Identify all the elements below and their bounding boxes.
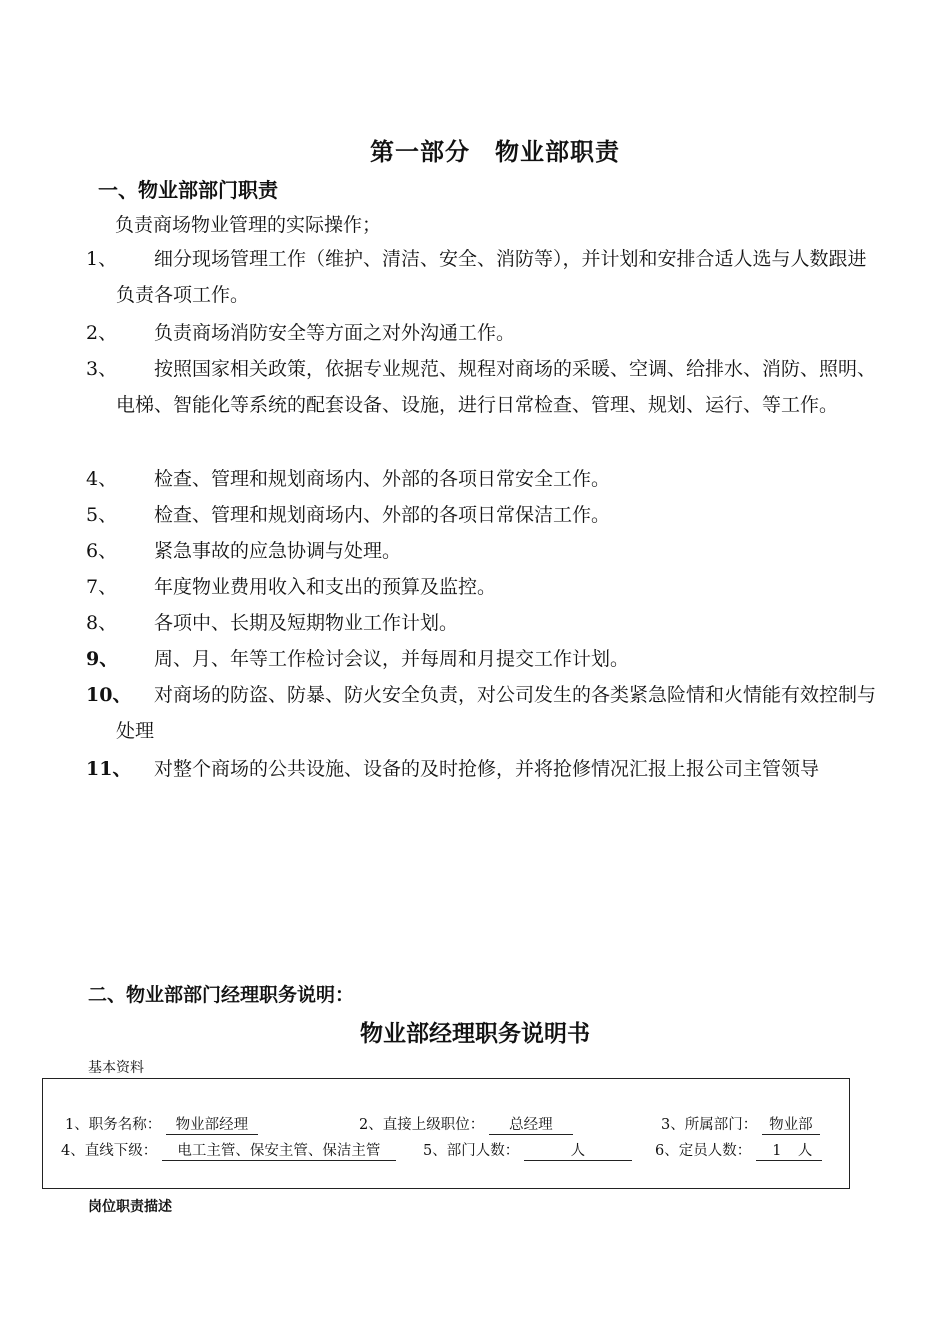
item-number: 11、 bbox=[86, 758, 132, 780]
part-title: 第一部分 物业部职责 bbox=[370, 137, 620, 166]
list-item bbox=[86, 461, 876, 497]
field-label: 5、部门人数： bbox=[423, 1143, 520, 1159]
item-text: 负责商场消防安全等方面之对外沟通工作。 bbox=[154, 322, 516, 344]
field-value: 物业部 bbox=[762, 1117, 820, 1135]
section1-intro: 负责商场物业管理的实际操作； bbox=[115, 214, 382, 236]
field-label: 6、定员人数： bbox=[655, 1143, 752, 1159]
item-number: 6、 bbox=[86, 540, 118, 562]
field-direct-superior bbox=[359, 1113, 573, 1135]
item-text: 按照国家相关政策，依据专业规范、规程对商场的采暖、空调、给排水、消防、照明、电梯、智能化等系统的配套设备、设施，进行日常检查、管理、规划、运行、等工作。 bbox=[116, 358, 877, 416]
item-number: 7、 bbox=[86, 576, 118, 598]
list-item bbox=[86, 351, 876, 423]
field-label: 4、直线下级： bbox=[61, 1143, 158, 1159]
quota-number: 1 bbox=[772, 1143, 782, 1159]
field-value: 人 bbox=[524, 1143, 632, 1161]
duties-label: 岗位职责描述 bbox=[88, 1199, 172, 1215]
section1-heading: 一、物业部部门职责 bbox=[98, 178, 278, 202]
item-number: 8、 bbox=[86, 612, 118, 634]
list-item bbox=[86, 569, 876, 605]
section2-heading: 二、物业部部门经理职务说明： bbox=[88, 984, 355, 1006]
item-text: 对整个商场的公共设施、设备的及时抢修，并将抢修情况汇报上报公司主管领导 bbox=[154, 758, 820, 780]
list-item bbox=[86, 533, 876, 569]
item-text: 各项中、长期及短期物业工作计划。 bbox=[154, 612, 459, 634]
field-value: 物业部经理 bbox=[166, 1117, 258, 1135]
item-text: 紧急事故的应急协调与处理。 bbox=[154, 540, 402, 562]
basic-info-label: 基本资料 bbox=[88, 1060, 144, 1076]
basic-info-table bbox=[42, 1078, 850, 1189]
field-subordinates bbox=[61, 1139, 396, 1161]
item-number: 5、 bbox=[86, 504, 118, 526]
quota-unit: 人 bbox=[797, 1143, 813, 1159]
field-value bbox=[756, 1143, 822, 1161]
item-text: 细分现场管理工作（维护、清洁、安全、消防等），并计划和安排合适人选与人数跟进负责各项工作。 bbox=[116, 248, 867, 306]
field-job-title bbox=[65, 1113, 258, 1135]
item-number: 9、 bbox=[86, 648, 119, 670]
item-number: 4、 bbox=[86, 468, 118, 490]
list-item bbox=[86, 241, 876, 313]
list-item bbox=[86, 315, 876, 351]
list-item bbox=[86, 751, 876, 787]
field-value: 总经理 bbox=[489, 1117, 573, 1135]
document-title: 物业部经理职务说明书 bbox=[360, 1020, 590, 1047]
field-dept-headcount bbox=[423, 1139, 632, 1161]
field-label: 1、职务名称： bbox=[65, 1117, 162, 1133]
item-text: 年度物业费用收入和支出的预算及监控。 bbox=[154, 576, 497, 598]
item-text: 检查、管理和规划商场内、外部的各项日常保洁工作。 bbox=[154, 504, 611, 526]
list-item bbox=[86, 677, 876, 749]
field-staff-quota bbox=[655, 1139, 822, 1161]
list-item bbox=[86, 641, 876, 677]
item-number: 10、 bbox=[86, 684, 132, 706]
item-number: 3、 bbox=[86, 358, 118, 380]
item-number: 1、 bbox=[86, 248, 118, 270]
item-text: 检查、管理和规划商场内、外部的各项日常安全工作。 bbox=[154, 468, 611, 490]
field-value: 电工主管、保安主管、保洁主管 bbox=[162, 1143, 396, 1161]
field-department bbox=[661, 1113, 820, 1135]
item-number: 2、 bbox=[86, 322, 118, 344]
field-label: 2、直接上级职位： bbox=[359, 1117, 485, 1133]
list-item bbox=[86, 497, 876, 533]
field-label: 3、所属部门： bbox=[661, 1117, 758, 1133]
item-text: 对商场的防盗、防暴、防火安全负责，对公司发生的各类紧急险情和火情能有效控制与处理 bbox=[116, 684, 877, 742]
item-text: 周、月、年等工作检讨会议，并每周和月提交工作计划。 bbox=[154, 648, 630, 670]
list-item bbox=[86, 605, 876, 641]
